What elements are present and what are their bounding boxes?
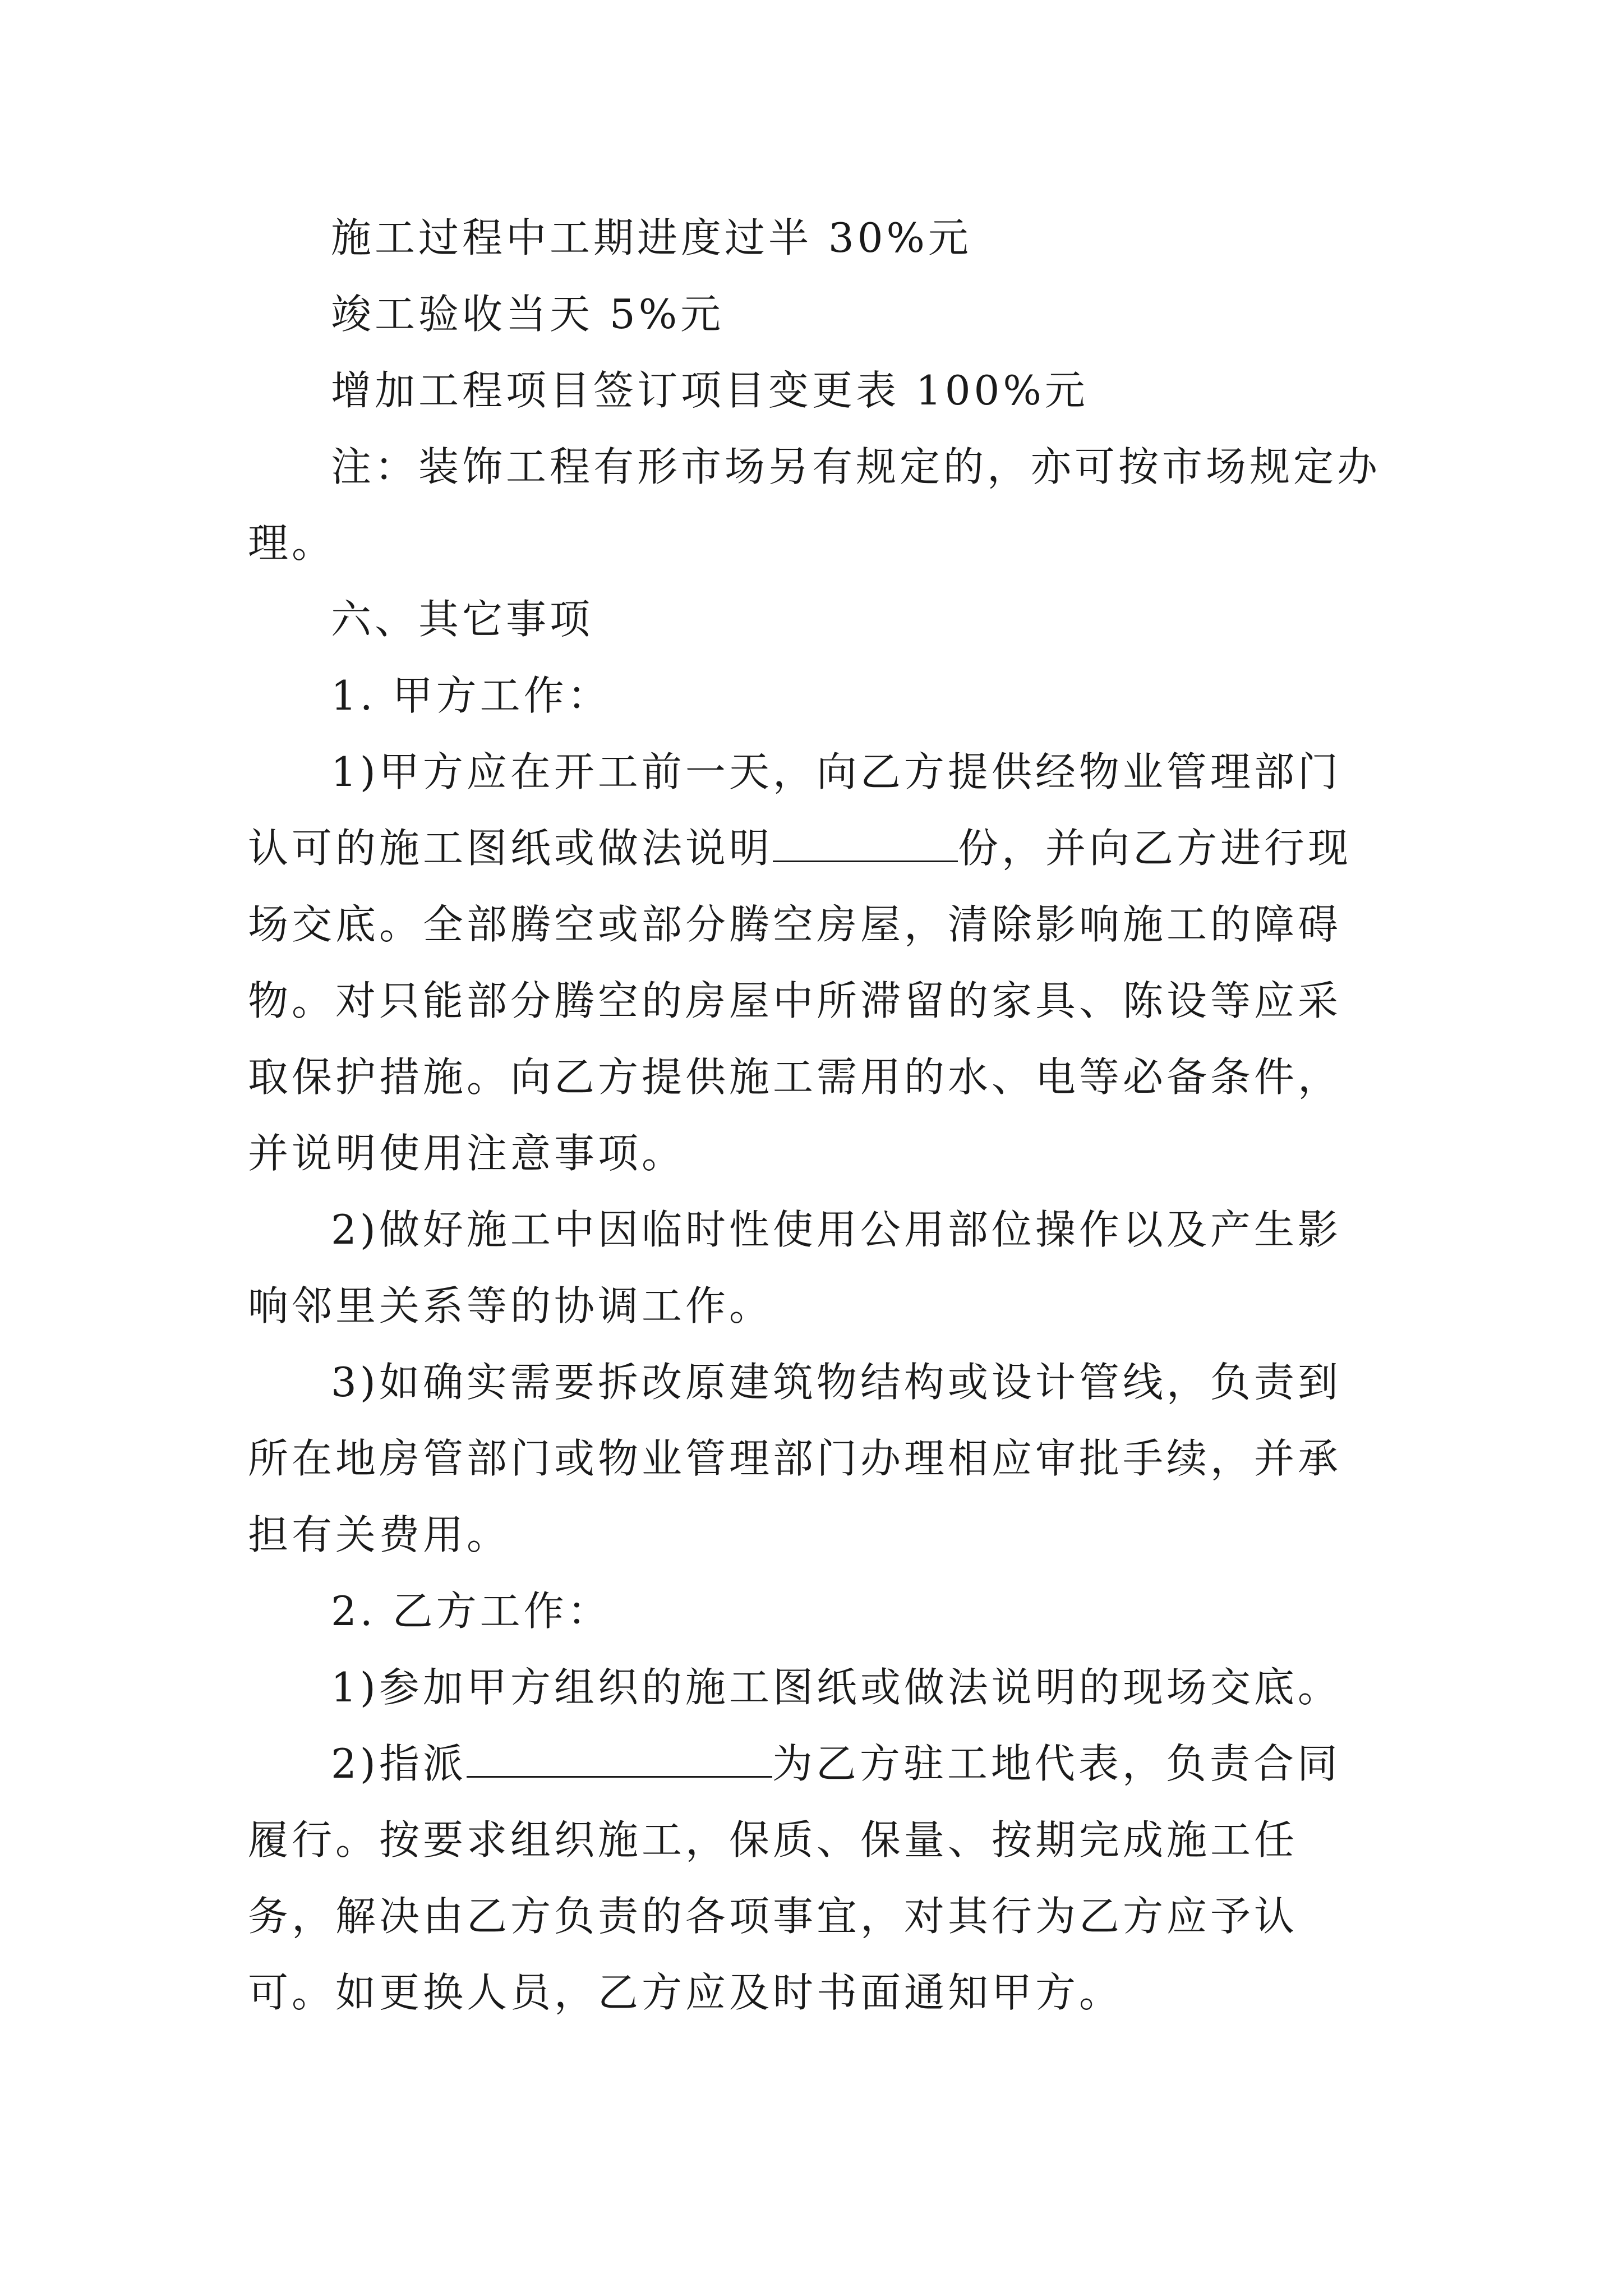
party-a-item-1-part-1: 1)甲方应在开工前一天，向乙方提供经物业管理部门认可的施工图纸或做法说明 — [248, 748, 1341, 872]
party-b-item-2 — [248, 1726, 1381, 2031]
party-b-heading: 2. 乙方工作： — [331, 1588, 611, 1635]
party-a-item-1 — [248, 734, 1381, 1191]
party-a-heading: 1. 甲方工作： — [331, 672, 611, 719]
representative-blank-field — [467, 1742, 772, 1778]
copies-blank-field — [773, 827, 958, 862]
payment-additional-line: 增加工程项目签订项目变更表 100%元 — [331, 367, 1089, 414]
payment-completion-line: 竣工验收当天 5%元 — [331, 291, 725, 338]
party-b-item-2-part-1: 2)指派 — [331, 1740, 467, 1787]
party-a-item-1-part-2: 份，并向乙方进行现场交底。全部腾空或部分腾空房屋，清除影响施工的障碍物。对只能部分腾空的房屋中所滞留的家具、陈设等应采取保护措施。向乙方提供施工需用的水、电等必备条件，并说明使用注意事项。 — [248, 825, 1352, 1177]
section-heading-other-matters: 六、其它事项 — [331, 596, 594, 643]
document-body — [248, 200, 1381, 2031]
party-a-item-2: 2)做好施工中因临时性使用公用部位操作以及产生影响邻里关系等的协调工作。 — [248, 1206, 1341, 1329]
payment-midway-line: 施工过程中工期进度过半 30%元 — [331, 214, 972, 261]
party-b-item-2-part-2: 为乙方驻工地代表，负责合同履行。按要求组织施工，保质、保量、按期完成施工任务，解决由乙方负责的各项事宜，对其行为乙方应予认可。如更换人员，乙方应及时书面通知甲方。 — [248, 1740, 1341, 2016]
party-b-item-1: 1)参加甲方组织的施工图纸或做法说明的现场交底。 — [331, 1664, 1341, 1711]
party-a-item-3: 3)如确实需要拆改原建筑物结构或设计管线，负责到所在地房管部门或物业管理部门办理相应审批手续，并承担有关费用。 — [248, 1359, 1342, 1558]
note-paragraph: 注：装饰工程有形市场另有规定的，亦可按市场规定办理。 — [248, 443, 1381, 567]
